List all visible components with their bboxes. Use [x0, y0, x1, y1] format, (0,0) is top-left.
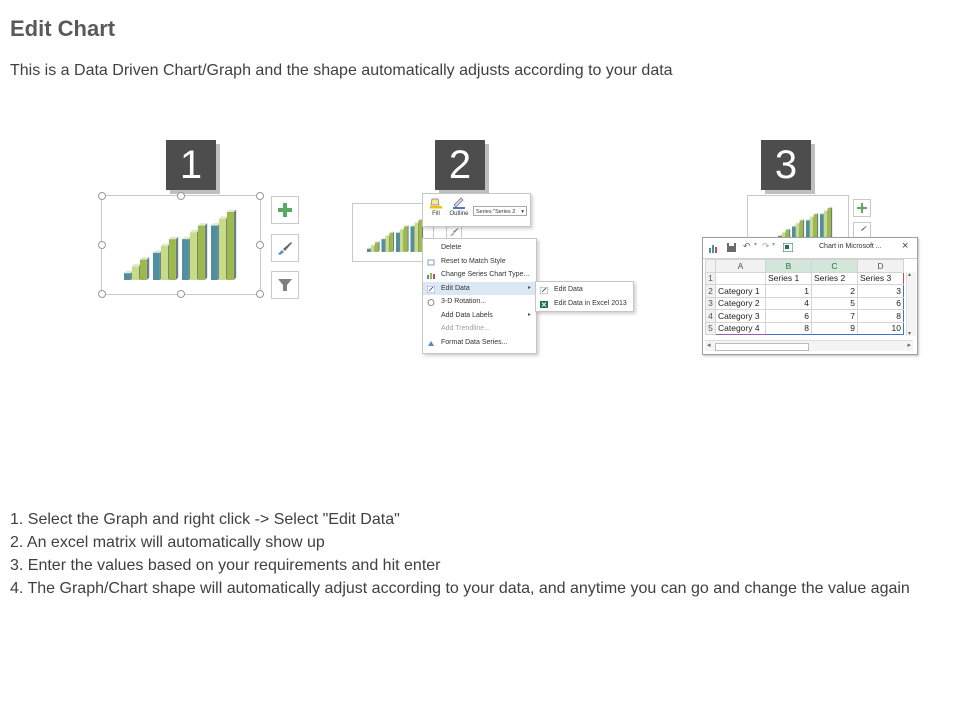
chart-bar	[814, 214, 817, 239]
filter-icon	[277, 277, 293, 293]
table-cell[interactable]: Category 3	[716, 310, 766, 323]
chart-elements-button[interactable]	[853, 199, 871, 217]
scroll-left-icon[interactable]: ◂	[707, 342, 711, 349]
row-header[interactable]: 1	[706, 272, 716, 285]
chart-bar	[411, 226, 414, 252]
context-menu	[422, 238, 537, 354]
excel-data-window	[702, 237, 918, 355]
instruction-step-2: 2. An excel matrix will automatically show up	[10, 534, 325, 551]
excel-grid	[705, 259, 904, 335]
menu-item-change-series-chart-type[interactable]	[423, 268, 536, 282]
fill-label: Fill	[432, 211, 440, 217]
chart-bar	[400, 230, 403, 252]
table-cell[interactable]: Series 2	[812, 272, 858, 285]
paint-bucket-icon	[429, 197, 443, 209]
instruction-step-1: 1. Select the Graph and right click -> Select "Edit Data"	[10, 511, 400, 528]
table-cell[interactable]	[716, 272, 766, 285]
chart-bar	[371, 246, 374, 252]
instruction-step-3: 3. Enter the values based on your requirements and hit enter	[10, 557, 441, 574]
bar-side	[393, 232, 394, 252]
reset-icon	[427, 258, 435, 265]
menu-item-add-data-labels[interactable]	[423, 309, 536, 323]
menu-item-label: Edit Data	[554, 286, 583, 293]
table-cell[interactable]: 8	[766, 322, 812, 335]
bar-side	[176, 237, 178, 280]
column-header-b[interactable]: B	[766, 260, 812, 273]
bar-side	[817, 213, 818, 239]
close-icon[interactable]: ×	[902, 240, 909, 252]
step-2-chart-thumbnail	[353, 204, 433, 261]
pen-outline-icon	[452, 197, 466, 209]
bar-side	[407, 225, 408, 252]
chart-bar	[124, 273, 131, 280]
resize-handle[interactable]	[98, 192, 106, 200]
brush-icon	[276, 240, 294, 256]
chart-bar	[190, 232, 197, 280]
chart-bar	[385, 236, 388, 252]
chart-bar	[824, 211, 827, 239]
menu-item-label: 3-D Rotation...	[441, 298, 487, 305]
row-header[interactable]: 3	[706, 297, 716, 310]
series-select-value: Series "Series 2	[476, 209, 516, 215]
chart-bar	[140, 260, 147, 280]
brush-icon	[857, 225, 867, 235]
submenu-arrow-icon: ▸	[527, 284, 531, 291]
table-cell[interactable]: 5	[812, 297, 858, 310]
step-1-chart-frame[interactable]	[101, 195, 261, 295]
chart-icon	[709, 243, 719, 255]
plus-icon	[277, 202, 293, 218]
delete-icon	[427, 244, 435, 251]
chart-bar	[810, 217, 813, 239]
chart-bar	[375, 242, 378, 252]
submenu-arrow-icon: ▸	[527, 311, 531, 318]
submenu-item-edit-data-in-excel[interactable]	[536, 297, 633, 311]
table-cell[interactable]: 1	[766, 285, 812, 298]
chart-bar	[182, 239, 189, 280]
chart-styles-button[interactable]	[853, 222, 871, 238]
menu-item-label: Change Series Chart Type...	[441, 271, 530, 278]
menu-item-3d-rotation[interactable]	[423, 295, 536, 309]
bar-side	[831, 207, 832, 239]
table-cell[interactable]: 6	[766, 310, 812, 323]
menu-item-label: Add Trendline...	[441, 325, 491, 332]
chart-bar	[161, 246, 168, 280]
edit-data-icon	[427, 285, 435, 292]
table-cell[interactable]: Series 3	[858, 272, 904, 285]
menu-item-edit-data[interactable]	[423, 282, 536, 296]
table-cell[interactable]: Category 1	[716, 285, 766, 298]
menu-item-format-data-series[interactable]	[423, 336, 536, 350]
chart-bar	[198, 226, 205, 280]
chart-bar	[132, 266, 139, 280]
chart-bar	[153, 253, 160, 280]
fill-button[interactable]	[428, 197, 444, 217]
brush-icon	[449, 227, 459, 237]
chart-bar	[389, 233, 392, 252]
bar-side	[205, 223, 207, 280]
format-mini-toolbar	[422, 193, 531, 227]
vertical-scrollbar[interactable]	[906, 272, 916, 336]
table-row	[706, 297, 904, 310]
resize-handle[interactable]	[177, 192, 185, 200]
chevron-down-icon: ▾	[521, 209, 524, 215]
edit-data-submenu	[535, 281, 634, 312]
table-row	[706, 272, 904, 285]
scroll-down-icon[interactable]: ▾	[908, 331, 912, 337]
row-header[interactable]: 4	[706, 310, 716, 323]
resize-handle[interactable]	[98, 241, 106, 249]
table-row	[706, 322, 904, 335]
chart-elements-button[interactable]	[271, 196, 299, 224]
step-2-badge: 2	[435, 140, 485, 190]
chart-bar	[820, 214, 823, 239]
series-select[interactable]	[473, 206, 527, 216]
menu-item-label: Format Data Series...	[441, 338, 508, 346]
menu-item-label: Add Data Labels	[441, 311, 493, 319]
resize-handle[interactable]	[256, 290, 264, 298]
bar-side	[147, 257, 149, 280]
page-title: Edit Chart	[10, 16, 116, 41]
table-cell[interactable]: 8	[858, 310, 904, 323]
chart-bar	[828, 208, 831, 239]
column-header-a[interactable]: A	[716, 260, 766, 273]
table-row	[706, 285, 904, 298]
table-cell[interactable]: 7	[812, 310, 858, 323]
column-header-d[interactable]: D	[858, 260, 904, 273]
edit-data-icon	[540, 286, 548, 293]
chart-bar	[211, 226, 218, 280]
menu-item-reset-to-match-style[interactable]	[423, 255, 536, 269]
table-cell[interactable]: 3	[858, 285, 904, 298]
menu-item-label: Delete	[441, 244, 462, 251]
chart-bar	[169, 239, 176, 280]
step-3-chart-frame[interactable]	[747, 195, 849, 242]
row-header[interactable]: 5	[706, 322, 716, 335]
resize-handle[interactable]	[256, 241, 264, 249]
scroll-up-icon[interactable]: ▴	[908, 272, 912, 278]
chart-bar	[367, 249, 370, 252]
rotation-icon	[427, 298, 435, 305]
plus-icon	[857, 203, 867, 213]
excel-window-title: Chart in Microsoft ...	[819, 243, 882, 250]
bar-side	[378, 241, 379, 252]
menu-item-label: Edit Data in Excel 2013	[554, 299, 627, 307]
instructions	[10, 508, 950, 600]
chart-type-icon	[427, 271, 435, 278]
table-cell[interactable]: 2	[812, 285, 858, 298]
column-header-row	[706, 260, 904, 273]
scroll-thumb[interactable]	[715, 343, 809, 351]
resize-handle[interactable]	[177, 290, 185, 298]
step-1-badge: 1	[166, 140, 216, 190]
chart-bar	[414, 223, 417, 252]
chart-bar	[396, 233, 399, 252]
resize-handle[interactable]	[256, 192, 264, 200]
save-icon[interactable]	[727, 243, 736, 254]
menu-item-label: Edit Data	[441, 284, 470, 292]
table-cell[interactable]: 4	[766, 297, 812, 310]
chart-bar	[382, 239, 385, 252]
resize-handle[interactable]	[98, 290, 106, 298]
table-row	[706, 310, 904, 323]
table-cell[interactable]: 6	[858, 297, 904, 310]
table-cell[interactable]: 9	[812, 322, 858, 335]
submenu-item-edit-data[interactable]	[536, 283, 633, 297]
chart-bar	[219, 219, 226, 280]
outline-label: Outline	[449, 211, 469, 217]
horizontal-scrollbar[interactable]	[705, 340, 913, 351]
column-header-c[interactable]: C	[812, 260, 858, 273]
table-cell[interactable]: Category 2	[716, 297, 766, 310]
excel-icon	[540, 300, 548, 307]
table-cell[interactable]: Series 1	[766, 272, 812, 285]
undo-icon[interactable]: ↶	[743, 241, 751, 251]
redo-icon[interactable]: ↷	[762, 241, 770, 251]
menu-item-delete[interactable]	[423, 241, 536, 255]
edit-in-excel-icon[interactable]	[783, 243, 793, 254]
format-icon	[427, 339, 435, 346]
step-3-badge: 3	[761, 140, 811, 190]
instruction-step-4: 4. The Graph/Chart shape will automatically adjust according to your data, and anytime you can go and change the value again	[10, 580, 910, 597]
step-3-chart-thumbnail	[748, 196, 848, 241]
select-all-corner[interactable]	[706, 260, 716, 273]
page-subtitle: This is a Data Driven Chart/Graph and the shape automatically adjusts according to your data	[10, 62, 673, 79]
chart-bar	[404, 226, 407, 252]
chart-filters-button[interactable]	[271, 271, 299, 299]
chevron-down-icon[interactable]: ▾	[772, 242, 776, 248]
bar-side	[234, 210, 236, 280]
outline-button[interactable]	[449, 197, 469, 217]
row-header[interactable]: 2	[706, 285, 716, 298]
menu-item-add-trendline	[423, 322, 536, 336]
table-cell[interactable]: Category 4	[716, 322, 766, 335]
excel-title-bar	[703, 238, 917, 259]
scroll-right-icon[interactable]: ▸	[907, 342, 911, 349]
chart-styles-button[interactable]	[271, 234, 299, 262]
menu-item-label: Reset to Match Style	[441, 257, 506, 265]
step-1-chart-thumbnail	[102, 196, 260, 294]
chevron-down-icon[interactable]: ▾	[754, 242, 758, 248]
table-cell[interactable]: 10	[858, 322, 904, 335]
chart-bar	[227, 212, 234, 280]
